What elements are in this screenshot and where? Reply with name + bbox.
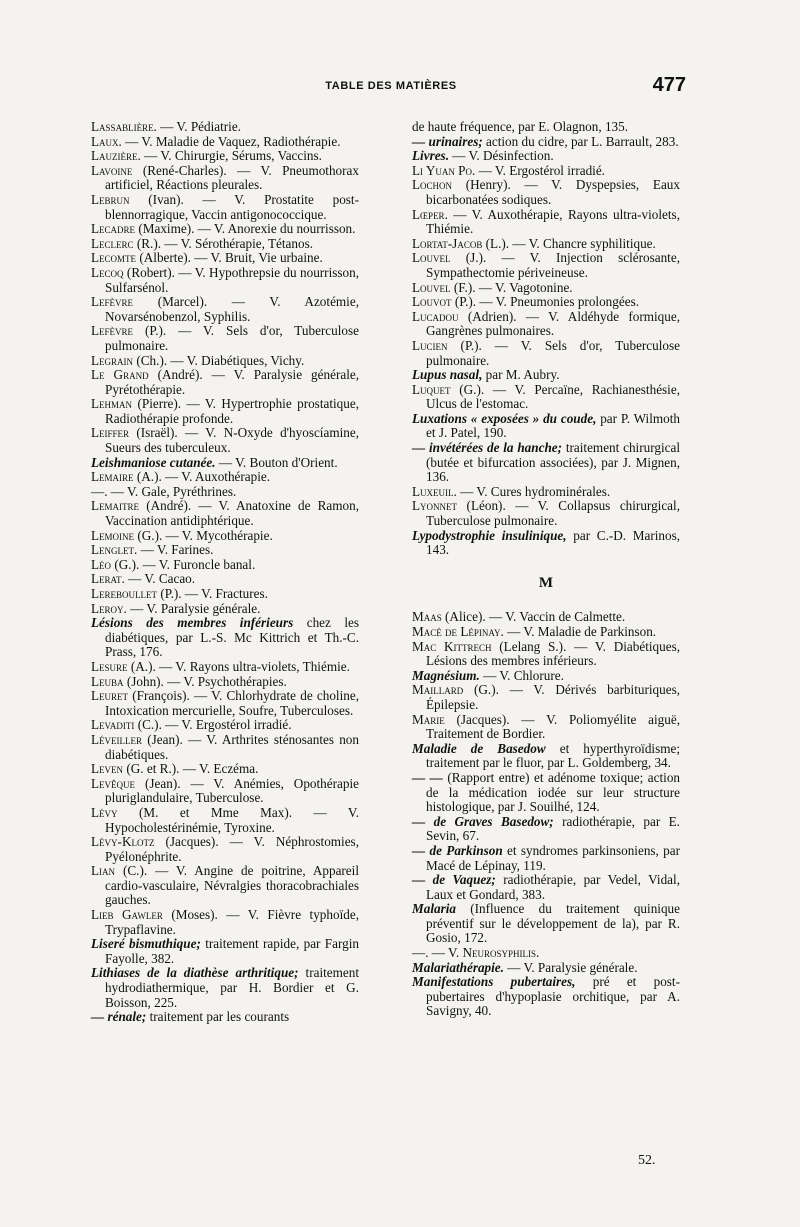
entry-text: — V. Maladie de Vaquez, Radiothérapie. [121,133,341,149]
index-entry [412,164,680,179]
entry-heading: Lévy-Klotz [91,834,155,850]
index-entry [412,208,680,237]
index-entry [91,426,359,455]
entry-text: (G. et R.). — V. Eczéma. [123,761,259,777]
entry-heading: Malariathérapie. [412,959,504,975]
entry-heading: Lithiases de la diathèse arthritique; [91,965,299,981]
entry-heading: Livres. [412,148,449,164]
index-entry [412,412,680,441]
entry-heading: Maillard [412,682,464,698]
entry-heading: Lavoine [91,162,133,178]
entry-text: (J.). — V. Injection sclérosante, Sympathectomie périveineuse. [426,250,680,280]
index-entry [412,178,680,207]
entry-text: — V. Bouton d'Orient. [215,454,338,470]
index-entry [91,835,359,864]
index-entry [91,368,359,397]
entry-heading: Lassablière. [91,119,157,134]
index-entry [412,610,680,625]
entry-text: (Jean). — V. Anémies, Opothérapie pluriglandulaire, Tuberculose. [105,775,359,806]
entry-heading: — urinaires; [412,133,483,149]
index-entry [412,499,680,528]
entry-heading: Leishmaniose cutanée. [91,454,216,470]
index-entry [412,946,680,961]
index-entry [91,295,359,324]
entry-heading: — de Graves Basedow; [412,813,554,829]
entry-text: (Marcel). — V. Azotémie, Novarsénobenzol, Syphilis. [105,294,359,324]
entry-heading: Mac Kittrech [412,638,492,654]
entry-heading: Lefèvre [91,294,134,310]
entry-heading: Louvel [412,250,451,266]
index-entry [412,149,680,164]
entry-heading: Lenglet. [91,542,138,558]
index-entry [412,529,680,558]
entry-text: (René-Charles). — V. Pneumothorax artificiel, Réactions pleurales. [105,162,359,193]
index-entry [91,135,359,150]
entry-text: — V. Désinfection. [449,148,554,164]
index-entry [412,310,680,339]
entry-heading: Macé de Lépinay. [412,624,504,639]
entry-text: — V. Farines. [137,542,214,558]
index-entry [91,675,359,690]
entry-heading: Lupus nasal, [412,367,483,383]
entry-heading: Lecadre [91,221,136,237]
entry-text: (Robert). — V. Hypothrepsie du nourrisson, Sulfarsénol. [105,264,359,295]
entry-heading: Lereboullet [91,586,158,601]
entry-text: et syndromes parkinsoniens, par Macé de Lépinay, 119. [426,842,680,873]
left-column [91,120,359,1025]
entry-heading: Lemaitre [91,498,140,514]
entry-text: par M. Aubry. [482,367,560,383]
entry-heading: Maladie de Basedow [412,740,546,756]
entry-heading: — — [412,769,443,785]
entry-heading: Lecomte [91,250,137,266]
index-entry [412,713,680,742]
entry-text: radiothérapie, par E. Sevin, 67. [426,813,680,844]
index-entry [91,689,359,718]
entry-text: (Henry). — V. Dyspepsies, Eaux bicarbonatées sodiques. [426,177,680,207]
index-entry [91,456,359,471]
index-entry [412,295,680,310]
entry-text: (F.). — V. Vagotonine. [450,279,573,295]
index-entry [412,368,680,383]
entry-heading: Li Yuan Po. [412,162,476,178]
entry-text: (A.). — V. Auxothérapie. [133,469,271,485]
entry-text: — V. Maladie de Parkinson. [503,624,657,639]
running-title: TABLE DES MATIÈRES [325,80,457,92]
index-entry [412,383,680,412]
entry-text: (G.). — V. Percaïne, Rachianesthésie, Ulcus de l'estomac. [426,381,680,412]
entry-text: (C.). — V. Ergostérol irradié. [134,717,292,733]
entry-text: action du cidre, par L. Barrault, 283. [482,133,679,149]
index-entry [412,640,680,669]
index-entry [91,1010,359,1025]
entry-text: (Pierre). — V. Hypertrophie prostatique, Radiothérapie profonde. [105,396,359,426]
entry-text: (Ch.). — V. Diabétiques, Vichy. [133,352,305,368]
entry-text: — V. Auxothérapie, Rayons ultra-violets, Thiémie. [426,206,680,237]
entry-text: (C.). — V. Angine de poitrine, Appareil cardio-vasculaire, Névralgies thoracobrachiales gauches. [105,863,359,908]
index-entry [91,237,359,252]
entry-heading: —. — V. Neurosyphilis. [412,945,540,961]
entry-text: (Léon). — V. Collapsus chirurgical, Tuberculose pulmonaire. [426,498,680,529]
entry-heading: Luxeuil. [412,483,457,499]
index-entry [91,864,359,908]
index-entry [412,844,680,873]
entry-text: (A.). — V. Rayons ultra-violets, Thiémie. [127,658,350,674]
entry-text: (Moses). — V. Fièvre typhoïde, Trypaflavine. [105,907,359,937]
entry-heading: Léveiller [91,731,143,747]
entry-heading: Lesure [91,658,128,674]
index-entry [91,324,359,353]
index-entry [91,149,359,164]
index-entry [412,237,680,252]
entry-text: (G.). — V. Furoncle banal. [111,556,256,572]
entry-heading: Lebrun [91,191,130,207]
entry-heading: Lieb Gawler [91,907,163,923]
entry-heading: Lecoq [91,264,124,280]
entry-heading: Leiffer [91,425,130,441]
entry-text: (Israël). — V. N-Oxyde d'hyoscíamine, Sueurs des tuberculeux. [105,425,359,456]
entry-text: (Maxime). — V. Anorexie du nourrisson. [135,221,356,237]
entry-heading: Maas [412,609,442,625]
entry-heading: Levaditi [91,717,135,733]
entry-heading: Le Grand [91,367,149,383]
entry-text: — V. Paralysie générale. [503,959,638,975]
entry-text: (G.). — V. Dérivés barbituriques, Épilepsie. [426,682,680,712]
index-entry [91,762,359,777]
index-entry [412,625,680,640]
index-entry [91,587,359,602]
index-entry [412,683,680,712]
index-entry [412,281,680,296]
entry-heading: — de Vaquez; [412,872,496,888]
index-entry [412,742,680,771]
index-entry [91,470,359,485]
index-entry [91,572,359,587]
section-letter: M [538,574,554,591]
entry-heading: Luquet [412,381,451,397]
right-column-l-entries [412,120,680,558]
entry-text: traitement par les courants [146,1009,290,1025]
entry-text: (Ivan). — V. Prostatite post-blennorragique, Vaccin antigonococcique. [105,191,359,222]
entry-text: (P.). — V. Fractures. [157,586,268,601]
entry-heading: Lévy [91,804,118,820]
entry-text: traitement hydrodiathermique, par H. Bordier et G. Boisson, 225. [105,965,359,1010]
entry-heading: Malaria [412,901,456,917]
entry-text: (P.). — V. Sels d'or, Tuberculose pulmonaire. [105,323,359,353]
entry-text: traitement rapide, par Fargin Fayolle, 382. [105,936,359,966]
index-entry [91,777,359,806]
index-entry [91,266,359,295]
entry-heading: Lemaire [91,469,134,485]
entry-text: —. — V. Gale, Pyréthrines. [91,483,237,499]
entry-heading: Lortat-Jacob [412,235,483,251]
entry-heading: — invétérées de la hanche; [412,440,563,456]
entry-text: — V. Paralysie générale. [126,600,261,616]
index-entry [91,499,359,528]
entry-heading: — rénale; [91,1009,147,1025]
entry-text: (G.). — V. Mycothérapie. [134,527,273,543]
entry-text: (Alberte). — V. Bruit, Vie urbaine. [136,250,323,266]
index-entry [91,660,359,675]
entry-heading: Lœper. [412,206,448,222]
entry-text: radiothérapie, par Vedel, Vidal, Laux et Gondard, 383. [426,872,680,902]
entry-text: (Jacques). — V. Néphrostomies, Pyélonéphrite. [105,834,359,864]
entry-text: pré et post-pubertaires d'hypoplasie orchitique, par A. Savigny, 40. [426,974,680,1019]
index-entry [91,251,359,266]
index-entry [91,529,359,544]
entry-text: (Rapport entre) et adénome toxique; action de la médication iodée sur leur structure histologique, par J. Souilhé, 124. [426,769,681,815]
signature-mark: 52. [638,1153,656,1168]
index-entry [91,733,359,762]
entry-heading: Lypodystrophie insulinique, [412,527,567,543]
entry-text: (André). — V. Anatoxine de Ramon, Vaccination antidiphtérique. [105,498,359,529]
entry-text: (Lelang S.). — V. Diabétiques, Lésions des membres inférieurs. [426,638,680,669]
index-entry [412,339,680,368]
entry-text: (P.). — V. Pneumonies prolongées. [451,294,639,310]
entry-heading: Manifestations pubertaires, [412,974,576,990]
index-entry [412,873,680,902]
entry-heading: Lucien [412,337,448,353]
entry-heading: Leclerc [91,235,134,251]
index-entry [91,806,359,835]
index-entry [91,616,359,660]
entry-heading: Magnésium. [412,667,480,683]
page-header [96,74,686,102]
index-entry [412,902,680,946]
entry-heading: Louvel [412,279,451,295]
entry-text: — V. Cures hydrominérales. [456,483,611,499]
right-column [412,120,680,1019]
index-entry [91,543,359,558]
entry-heading: Laux. [91,133,122,149]
entry-heading: Lucadou [412,308,459,324]
entry-heading: Levêque [91,775,136,791]
entry-heading: Léo [91,556,112,572]
entry-text: — V. Cacao. [124,571,196,587]
entry-text: (André). — V. Paralysie générale, Pyrétothérapie. [105,367,360,397]
entry-text: (P.). — V. Sels d'or, Tuberculose pulmonaire. [426,337,680,368]
entry-text: — V. Chlorure. [479,667,564,683]
entry-text: — V. Ergostérol irradié. [475,162,605,178]
index-entry [91,485,359,500]
entry-heading: Lehman [91,396,133,412]
entry-text: traitement chirurgical (butée et bifurcation associées), par J. Mignen, 136. [426,440,680,485]
index-entry [412,485,680,500]
entry-text: (François). — V. Chlorhydrate de choline, Intoxication mercurielle, Soufre, Tuberculoses. [105,688,359,718]
entry-heading: Lian [91,863,116,879]
index-entry [91,193,359,222]
index-entry [91,937,359,966]
entry-heading: Legrain [91,352,134,368]
index-entry [412,771,680,815]
index-entry [412,815,680,844]
entry-heading: Lerat. [91,571,125,587]
index-entry [412,975,680,1019]
entry-heading: Luxations « exposées » du coude, [412,410,597,426]
index-entry [91,966,359,1010]
entry-heading: Lauzière. [91,148,141,164]
page-number: 477 [652,74,686,96]
index-entry [412,961,680,976]
index-entry [91,354,359,369]
entry-heading: Marie [412,711,445,727]
entry-text: chez les diabétiques, par L.-S. Mc Kittrich et Th.-C. Prass, 176. [105,615,359,660]
index-entry [412,251,680,280]
right-column-m-entries [412,610,680,1019]
entry-heading: Lochon [412,177,453,193]
entry-text: (Jean). — V. Arthrites sténosantes non diabétiques. [105,731,359,762]
index-entry [412,441,680,485]
index-entry [412,120,680,135]
entry-heading: Liseré bismuthique; [91,936,201,952]
entry-text: (Jacques). — V. Poliomyélite aiguë, Traitement de Bordier. [426,711,680,742]
entry-text: (R.). — V. Sérothérapie, Tétanos. [133,235,314,251]
entry-heading: Leuba [91,673,124,689]
entry-text: — V. Pédiatrie. [156,119,241,134]
entry-text: (Influence du traitement quinique préventif sur le développement de la), par R. Gosio, 172. [426,901,680,946]
entry-text: (Alice). — V. Vaccin de Calmette. [441,609,626,625]
entry-text: (Adrien). — V. Aldéhyde formique, Gangrènes pulmonaires. [426,308,680,339]
entry-text: de haute fréquence, par E. Olagnon, 135. [412,119,629,134]
index-entry [91,558,359,573]
index-entry [91,602,359,617]
entry-text: — V. Chirurgie, Sérums, Vaccins. [140,148,322,164]
entry-heading: Louvot [412,294,452,310]
entry-text: et hyperthyroïdisme; traitement par le fluor, par L. Goldemberg, 34. [426,740,680,771]
entry-text: (John). — V. Psychothérapies. [123,673,287,689]
entry-heading: Lefèvre [91,323,134,339]
index-entry [412,669,680,684]
entry-text: (M. et Mme Max). — V. Hypocholestérinémie, Tyroxine. [105,804,359,835]
entry-heading: Leuret [91,688,129,704]
entry-heading: Lemoine [91,527,135,543]
entry-heading: Lésions des membres inférieurs [91,615,294,631]
index-entry [91,397,359,426]
index-entry [91,718,359,733]
entry-heading: Lyonnet [412,498,458,514]
index-entry [91,908,359,937]
entry-heading: Leven [91,761,124,777]
entry-heading: Leroy. [91,600,127,616]
index-entry [91,120,359,135]
entry-text: par P. Wilmoth et J. Patel, 190. [426,410,680,441]
index-entry [412,135,680,150]
entry-heading: — de Parkinson [412,842,503,858]
entry-text: (L.). — V. Chancre syphilitique. [482,235,656,251]
index-entry [91,164,359,193]
index-entry [91,222,359,237]
entry-text: par C.-D. Marinos, 143. [426,527,680,558]
